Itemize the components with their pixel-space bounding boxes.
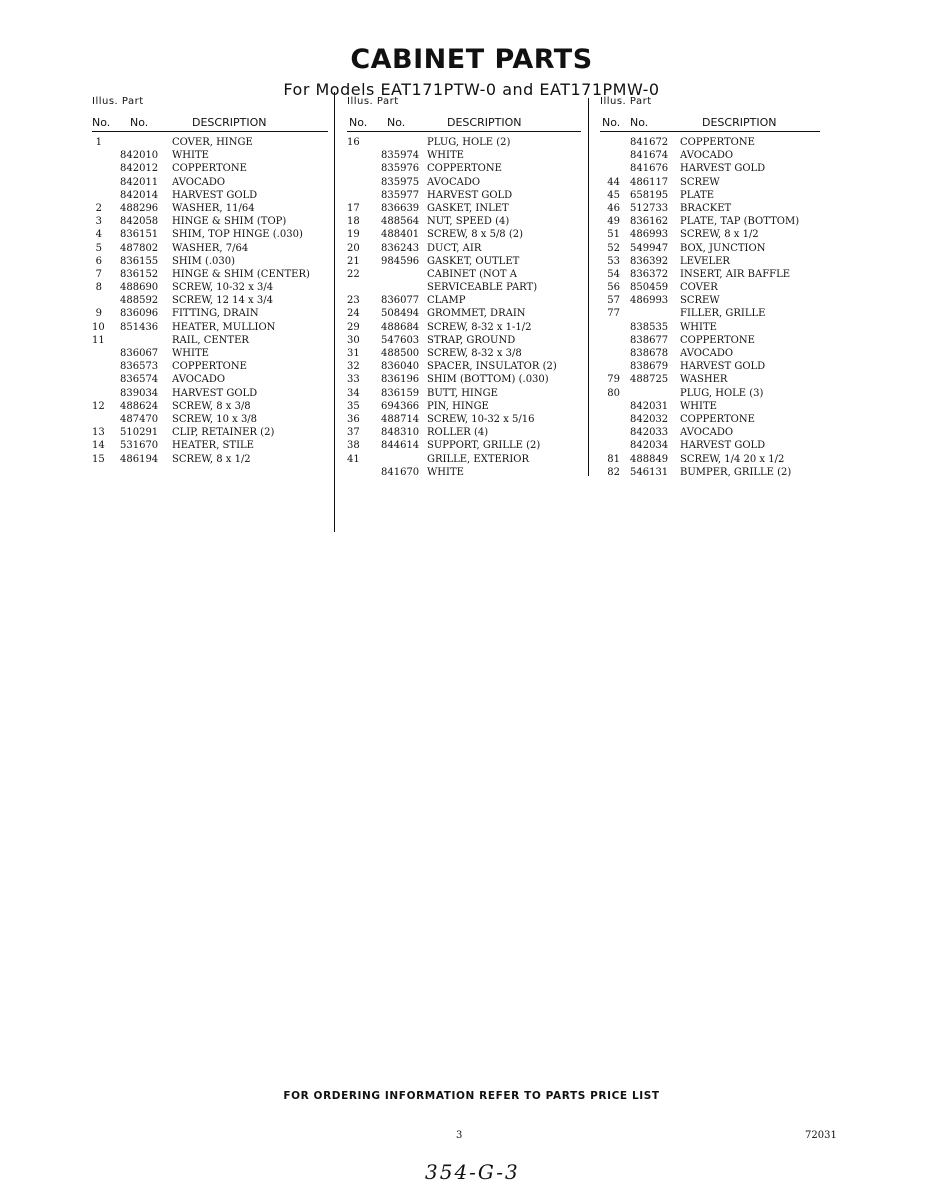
part-description: WASHER, 11/64 [172,202,255,214]
part-description: AVOCADO [680,150,734,162]
part-number: 531670 [120,440,159,452]
part-description: COPPERTONE [427,163,502,175]
part-number: 841674 [630,150,669,162]
column-divider [588,98,589,476]
part-description: WASHER [680,374,728,386]
illus-number: 29 [347,321,360,333]
illus-number: 38 [347,440,360,452]
part-description: SHIM (BOTTOM) (.030) [427,374,549,386]
part-number: 836392 [630,255,669,267]
part-number: 842033 [630,427,669,439]
part-description: AVOCADO [172,374,226,386]
part-number: 836573 [120,361,159,373]
part-number: 512733 [630,202,669,214]
part-number: 835974 [381,150,420,162]
part-description: SCREW, 8 x 3/8 [172,400,251,412]
illus-number: 41 [347,453,360,465]
illus-number: 4 [95,229,102,241]
part-number: 836077 [381,295,420,307]
part-number: 841676 [630,163,669,175]
part-description: GASKET, INLET [427,202,509,214]
part-description: SERVICEABLE PART) [427,282,538,294]
part-description: HARVEST GOLD [680,361,766,373]
part-description: HINGE & SHIM (CENTER) [172,268,310,280]
part-number: 835976 [381,163,420,175]
part-number: 838677 [630,334,669,346]
part-description: GASKET, OUTLET [427,255,520,267]
illus-number: 2 [95,202,102,214]
part-number: 836067 [120,348,159,359]
part-number: 508494 [381,308,420,320]
illus-number: 33 [347,374,360,386]
part-number: 547603 [381,334,420,346]
part-description: SCREW, 8 x 1/2 [172,453,251,465]
part-description: PLUG, HOLE (2) [427,137,511,148]
part-description: CLIP, RETAINER (2) [172,427,275,439]
part-number: 984596 [381,255,420,267]
illus-number: 77 [607,308,620,320]
part-description: WHITE [680,321,717,333]
part-description: PLUG, HOLE (3) [680,387,764,399]
illus-number: 21 [347,255,360,267]
part-number: 488401 [381,229,420,241]
document-code: 72031 [805,1130,837,1141]
part-number: 488624 [120,400,159,412]
part-number: 486993 [630,229,669,241]
part-description: NUT, SPEED (4) [427,216,510,228]
part-number: 836096 [120,308,159,320]
part-number: 486194 [120,453,159,465]
part-number: 848310 [381,427,420,439]
part-description: SPACER, INSULATOR (2) [427,361,557,373]
part-number: 842032 [630,413,669,425]
illus-number: 11 [92,334,105,346]
part-description: HARVEST GOLD [427,189,513,201]
header-description: DESCRIPTION [447,116,522,129]
illus-number: 10 [92,321,105,333]
part-description: COPPERTONE [680,413,755,425]
illus-number: 12 [92,400,105,412]
illus-number: 17 [347,202,360,214]
part-number: 836040 [381,361,420,373]
illus-number: 14 [92,440,105,452]
illus-number: 9 [95,308,102,320]
part-number: 842034 [630,440,669,452]
part-description: COVER, HINGE [172,137,253,148]
part-number: 549947 [630,242,669,254]
part-description: BRACKET [680,202,732,214]
part-number: 488725 [630,374,669,386]
column-divider [334,92,335,532]
part-description: FILLER, GRILLE [680,308,766,320]
part-number: 836151 [120,229,159,241]
part-number: 838535 [630,321,669,333]
part-number: 488714 [381,413,420,425]
part-description: AVOCADO [172,176,226,188]
part-number: 836372 [630,268,669,280]
part-description: HEATER, MULLION [172,321,276,333]
illus-number: 34 [347,387,360,399]
part-number: 488690 [120,282,159,294]
part-description: WHITE [680,400,717,412]
part-description: COVER [680,282,718,294]
illus-number: 3 [95,216,102,228]
part-description: SCREW, 10 x 3/8 [172,413,258,425]
part-description: SCREW, 10-32 x 5/16 [427,413,535,425]
part-description: PLATE, TAP (BOTTOM) [680,216,800,228]
part-description: SCREW [680,295,720,307]
part-description: AVOCADO [680,348,734,359]
part-description: INSERT, AIR BAFFLE [680,268,791,280]
part-description: SCREW [680,176,720,188]
part-number: 835975 [381,176,420,188]
illus-number: 36 [347,413,360,425]
illus-number: 24 [347,308,360,320]
part-description: BUMPER, GRILLE (2) [680,466,792,478]
part-number: 839034 [120,387,159,399]
part-number: 851436 [120,321,159,333]
part-description: LEVELER [680,255,730,267]
illus-number: 35 [347,400,360,412]
illus-number: 53 [607,255,620,267]
header-rule [600,131,820,132]
header-part-no: No. [130,116,149,129]
part-number: 842010 [120,150,159,162]
illus-number: 32 [347,361,360,373]
part-description: FITTING, DRAIN [172,308,259,320]
part-description: SHIM, TOP HINGE (.030) [172,229,303,241]
part-number: 838678 [630,348,669,359]
illus-number: 13 [92,427,105,439]
part-number: 658195 [630,189,669,201]
part-number: 844614 [381,440,420,452]
part-description: SCREW, 8-32 x 3/8 [427,348,522,359]
part-description: SCREW, 1/4 20 x 1/2 [680,453,785,465]
part-description: SUPPORT, GRILLE (2) [427,440,541,452]
part-description: WASHER, 7/64 [172,242,249,254]
page-number: 3 [456,1130,463,1141]
header-rule [92,131,328,132]
header-illus-no: No. [92,116,111,129]
illus-number: 8 [95,282,102,294]
part-description: SHIM (.030) [172,255,236,267]
illus-number: 19 [347,229,360,241]
part-description: SCREW, 10-32 x 3/4 [172,282,274,294]
illus-number: 31 [347,348,360,359]
part-number: 487802 [120,242,159,254]
part-description: COPPERTONE [680,334,755,346]
illus-number: 23 [347,295,360,307]
header-rule [347,131,581,132]
handwritten-note: 354-G-3 [425,1160,520,1184]
part-number: 838679 [630,361,669,373]
illus-number: 44 [607,176,620,188]
part-number: 836196 [381,374,420,386]
part-number: 488684 [381,321,420,333]
illus-number: 51 [607,229,620,241]
illus-number: 49 [607,216,620,228]
part-description: ROLLER (4) [427,427,489,439]
part-description: COPPERTONE [172,163,247,175]
part-number: 488592 [120,295,159,307]
part-description: STRAP, GROUND [427,334,516,346]
part-number: 486117 [630,176,669,188]
part-number: 836162 [630,216,669,228]
part-number: 836243 [381,242,420,254]
part-description: CABINET (NOT A [427,268,517,280]
part-number: 842012 [120,163,159,175]
illus-number: 56 [607,282,620,294]
header-part-no: No. [387,116,406,129]
part-number: 836155 [120,255,159,267]
part-description: COPPERTONE [172,361,247,373]
part-description: GROMMET, DRAIN [427,308,526,320]
illus-number: 30 [347,334,360,346]
part-description: AVOCADO [680,427,734,439]
part-description: WHITE [427,150,464,162]
part-description: SCREW, 8 x 1/2 [680,229,759,241]
part-description: HARVEST GOLD [172,189,258,201]
header-illus-part: Illus. Part [347,96,399,107]
illus-number: 16 [347,137,360,148]
part-description: SCREW, 8-32 x 1-1/2 [427,321,532,333]
part-number: 835977 [381,189,420,201]
illus-number: 81 [607,453,620,465]
part-description: GRILLE, EXTERIOR [427,453,530,465]
part-number: 842014 [120,189,159,201]
part-description: SCREW, 8 x 5/8 (2) [427,229,524,241]
part-description: HARVEST GOLD [172,387,258,399]
part-description: HINGE & SHIM (TOP) [172,216,287,228]
illus-number: 80 [607,387,620,399]
part-number: 836574 [120,374,159,386]
part-description: HARVEST GOLD [680,440,766,452]
illus-number: 7 [95,268,102,280]
illus-number: 15 [92,453,105,465]
part-number: 510291 [120,427,159,439]
illus-number: 5 [95,242,102,254]
illus-number: 1 [95,137,102,148]
illus-number: 54 [607,268,620,280]
page-title: CABINET PARTS [350,44,593,75]
part-description: WHITE [172,150,209,162]
illus-number: 6 [95,255,102,267]
part-number: 842031 [630,400,669,412]
illus-number: 82 [607,466,620,478]
part-number: 842011 [120,176,159,188]
illus-number: 45 [607,189,620,201]
illus-number: 79 [607,374,620,386]
part-description: COPPERTONE [680,137,755,148]
part-number: 488500 [381,348,420,359]
part-number: 836159 [381,387,420,399]
header-illus-part: Illus. Part [600,96,652,107]
part-number: 836152 [120,268,159,280]
illus-number: 22 [347,268,360,280]
header-illus-part: Illus. Part [92,96,144,107]
part-description: CLAMP [427,295,466,307]
part-description: HARVEST GOLD [680,163,766,175]
part-number: 841670 [381,466,420,478]
part-description: HEATER, STILE [172,440,254,452]
header-description: DESCRIPTION [702,116,777,129]
part-number: 850459 [630,282,669,294]
part-number: 842058 [120,216,159,228]
part-description: DUCT, AIR [427,242,482,254]
header-illus-no: No. [602,116,621,129]
part-number: 546131 [630,466,669,478]
part-number: 488849 [630,453,669,465]
part-number: 488564 [381,216,420,228]
part-description: RAIL, CENTER [172,334,249,346]
part-number: 841672 [630,137,669,148]
illus-number: 18 [347,216,360,228]
header-illus-no: No. [349,116,368,129]
part-number: 836639 [381,202,420,214]
part-number: 487470 [120,413,159,425]
part-description: SCREW, 12 14 x 3/4 [172,295,273,307]
header-description: DESCRIPTION [192,116,267,129]
page-subtitle: For Models EAT171PTW-0 and EAT171PMW-0 [283,80,660,99]
part-description: PIN, HINGE [427,400,489,412]
part-description: WHITE [427,466,464,478]
part-description: WHITE [172,348,209,359]
part-number: 486993 [630,295,669,307]
illus-number: 57 [607,295,620,307]
illus-number: 37 [347,427,360,439]
part-description: AVOCADO [427,176,481,188]
header-part-no: No. [630,116,649,129]
ordering-info-note: FOR ORDERING INFORMATION REFER TO PARTS PRICE LIST [283,1090,660,1102]
illus-number: 52 [607,242,620,254]
part-description: PLATE [680,189,715,201]
part-number: 488296 [120,202,159,214]
illus-number: 20 [347,242,360,254]
illus-number: 46 [607,202,620,214]
part-description: BUTT, HINGE [427,387,498,399]
part-description: BOX, JUNCTION [680,242,766,254]
part-number: 694366 [381,400,420,412]
